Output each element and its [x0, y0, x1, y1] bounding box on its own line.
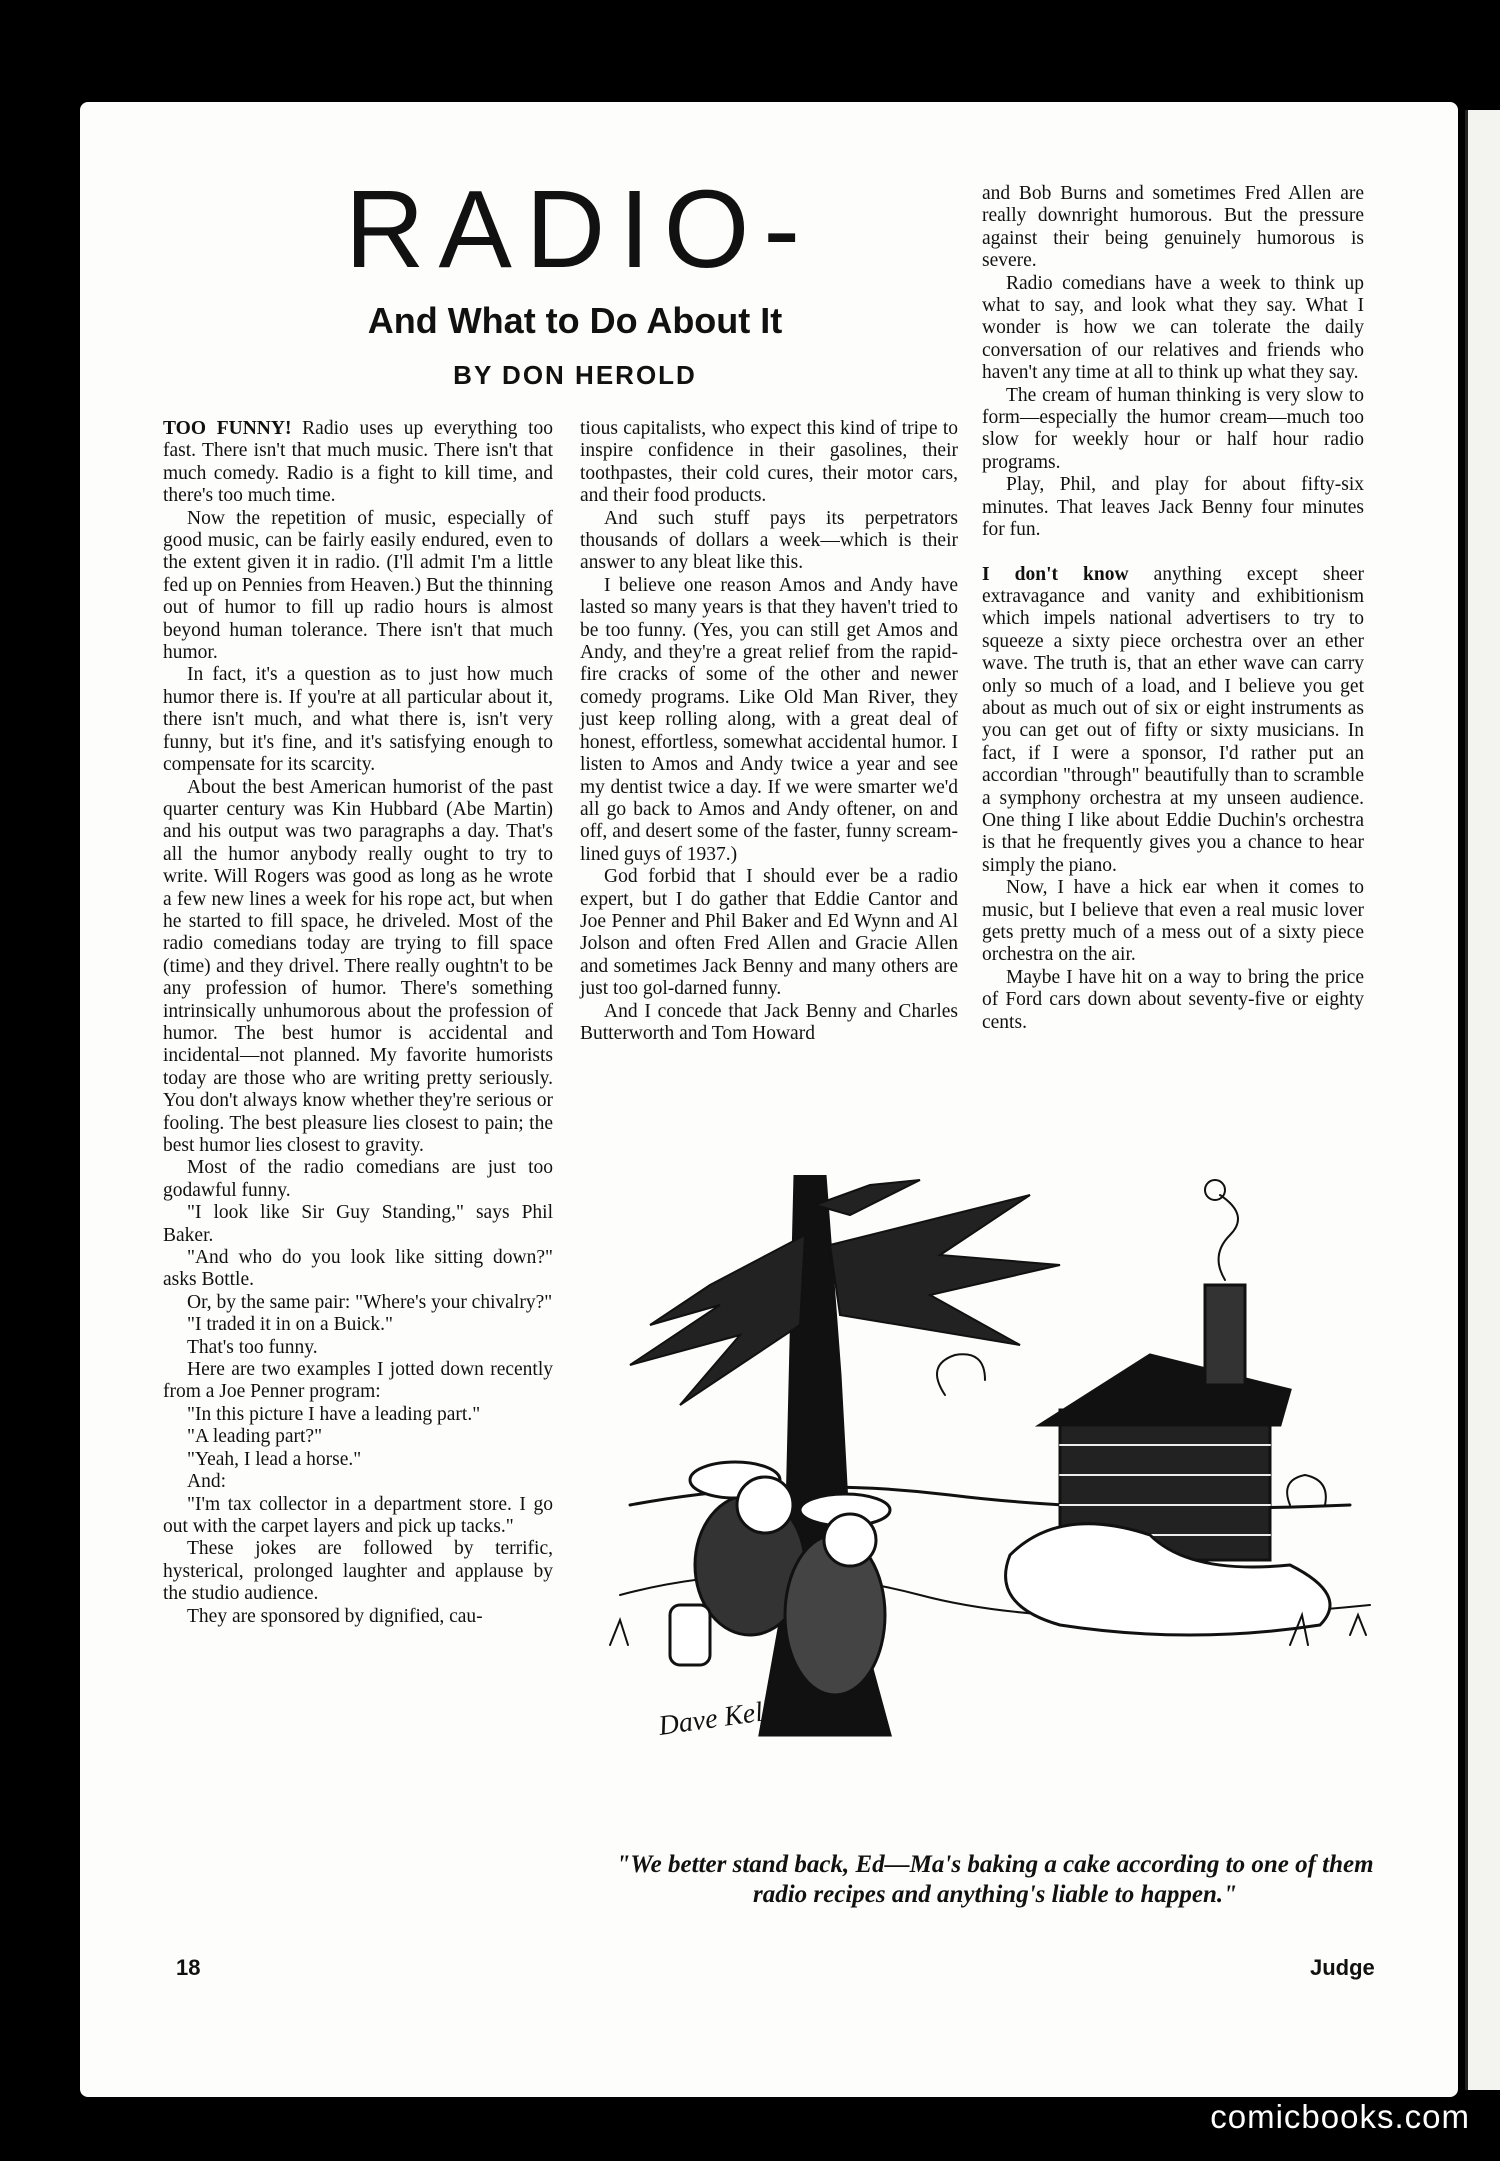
article-subtitle: And What to Do About It	[367, 300, 783, 341]
section-lead-in: I don't know	[982, 563, 1129, 585]
paragraph: "I traded it in on a Buick."	[187, 1314, 393, 1336]
cabin-chimney	[1205, 1285, 1245, 1385]
text-column-3	[982, 183, 1364, 1034]
paragraph: Most of the radio comedians are just too godawful funny.	[163, 1157, 553, 1201]
paragraph: In fact, it's a question as to just how much humor there is. If you're at all particular about it, there isn't much, and what there is, isn't very funny, but it's fine, and it's satisfying enough to compensate for its scarcity.	[163, 664, 553, 776]
text-column-2	[580, 418, 958, 1045]
paragraph: And such stuff pays its perpetrators thousands of dollars a week—which is their answer to any bleat like this.	[580, 507, 958, 574]
smoke-puff	[1205, 1180, 1225, 1200]
cartoon-caption: "We better stand back, Ed—Ma's baking a cake according to one of them radio recipes and anything's liable to happen."	[616, 1851, 1374, 1908]
tree-branch-upper	[815, 1180, 920, 1215]
paragraph: "I'm tax collector in a department store. I go out with the carpet layers and pick up tacks."	[163, 1493, 553, 1537]
paragraph: and Bob Burns and sometimes Fred Allen are really downright humorous. But the pressure against their being genuinely humorous is severe.	[982, 183, 1364, 272]
page-number: 18	[176, 1955, 201, 1980]
paragraph: That's too funny.	[187, 1336, 318, 1358]
paragraph: I believe one reason Amos and Andy have lasted so many years is that they haven't tried to be too funny. (Yes, you can still get Amos and Andy, and they're a great relief from the rapid-fire cracks of some of the other and newer comedy programs. Like Old Man River, they just keep rolling along, with a great deal of honest, effortless, somewhat accidental humor. I listen to Amos and Andy twice a year and see my dentist twice a day. If we were smarter we'd all go back to Amos and Andy oftener, on and off, and desert some of the faster, funny scream-lined guys of 1937.)	[580, 574, 958, 865]
magazine-name: Judge	[1310, 1955, 1375, 1980]
article-byline: BY DON HEROLD	[453, 360, 697, 390]
paragraph: Now the repetition of music, especially of good music, can be fairly easily endured, even to the extent given it in radio. (I'll admit I'm a little fed up on Pennies from Heaven.) But the thinning out of humor to fill up radio hours is almost beyond human tolerance. There isn't that much humor.	[163, 507, 553, 664]
text-column-1	[163, 418, 553, 1628]
steam-puff-right	[1287, 1475, 1326, 1505]
paragraph: And I concede that Jack Benny and Charles Butterworth and Tom Howard	[580, 1000, 958, 1044]
tree-branch-right	[830, 1195, 1060, 1345]
paragraph: Now, I have a hick ear when it comes to music, but I believe that even a real music lover gets pretty much of a mess out of a sixty piece orchestra on the air.	[982, 877, 1364, 966]
paragraph	[163, 418, 553, 508]
paragraph: God forbid that I should ever be a radio expert, but I do gather that Eddie Cantor and Joe Penner and Phil Baker and Ed Wynn and Al Jolson and often Fred Allen and Gracie Allen and sometimes Jack Benny and many others are just too gol-darned funny.	[580, 866, 958, 1000]
paragraph: And:	[187, 1471, 226, 1493]
artist-signature: Dave Keller	[656, 1692, 796, 1742]
paragraph: Play, Phil, and play for about fifty-six minutes. That leaves Jack Benny four minutes for fun.	[982, 474, 1364, 541]
paragraph: Here are two examples I jotted down recently from a Joe Penner program:	[163, 1359, 553, 1403]
cabin-roof	[1040, 1355, 1290, 1425]
cartoon-illustration	[590, 1175, 1400, 1840]
steam-puff-left	[937, 1354, 985, 1395]
paragraph-text: anything except sheer extravagance and vanity and exhibitionism which impels national advertisers to try to squeeze a sixty piece orchestra over an ether wave. The truth is, that an ether wave can carry only so much of a load, and I believe you get about as much out of six or eight instruments as you can get out of fifty or sixty musicians. In fact, if I were a sponsor, I'd rather put an accordian "through" beautifully than to scramble a symphony orchestra at my unseen audience. One thing I like about Eddie Duchin's orchestra is that he frequently gives you a chance to hear simply the piano.	[982, 563, 1365, 876]
paragraph: tious capitalists, who expect this kind of tripe to inspire confidence in their gasolines, their toothpastes, their cold cures, their motor cars, and their food products.	[580, 418, 958, 507]
paragraph: About the best American humorist of the past quarter century was Kin Hubbard (Abe Martin) and his output was two paragraphs a day. That's all the humor anybody really ought to try to write. Will Rogers was good as long as he wrote a few new lines a week for his rope act, but when he started to fill space, he driveled. Most of the radio comedians today are trying to fill space (time) and they drivel. There really oughtn't to be any profession of humor. There's something intrinsically unhumorous about the profession of humor. The best humor is accidental and incidental—not planned. My favorite humorists today are those who are writing pretty seriously. You don't always know whether they're serious or fooling. The best pleasure lies closest to pain; the best humor lies closest to gravity.	[163, 776, 553, 1156]
paragraph: Or, by the same pair: "Where's your chivalry?"	[187, 1291, 553, 1313]
paragraph-text: Radio uses up everything too fast. There isn't that much music. There isn't that much comedy. Radio is a fight to kill time, and there's too much time.	[163, 418, 554, 507]
man-left-head	[737, 1477, 793, 1533]
paragraph: They are sponsored by dignified, cau-	[187, 1605, 483, 1627]
paragraph	[982, 564, 1364, 878]
paragraph: Maybe I have hit on a way to bring the price of Ford cars down about seventy-five or eighty cents.	[982, 966, 1364, 1033]
paragraph: Radio comedians have a week to think up what to say, and look what they say. What I wonder is how we can tolerate the daily conversation of our relatives and friends who haven't any time at all to think up what they say.	[982, 272, 1364, 384]
paragraph: The cream of human thinking is very slow to form—especially the humor cream—much too slow for weekly hour or half hour radio programs.	[982, 384, 1364, 473]
man-right-head	[824, 1514, 876, 1566]
article-title: RADIO-	[345, 168, 814, 291]
paragraph: "In this picture I have a leading part."	[187, 1403, 481, 1425]
facing-page-edge	[1465, 110, 1500, 2090]
chimney-smoke	[1219, 1195, 1238, 1280]
tree-branch-left	[630, 1235, 805, 1405]
paragraph: "A leading part?"	[187, 1426, 323, 1448]
lead-in: TOO FUNNY!	[163, 418, 292, 439]
jug	[670, 1605, 710, 1665]
paragraph: These jokes are followed by terrific, hysterical, prolonged laughter and applause by the studio audience.	[163, 1538, 553, 1605]
site-watermark: comicbooks.com	[1210, 2098, 1470, 2135]
paragraph: "I look like Sir Guy Standing," says Phil Baker.	[163, 1202, 553, 1246]
paragraph: "Yeah, I lead a horse."	[187, 1448, 362, 1470]
paragraph: "And who do you look like sitting down?" asks Bottle.	[163, 1247, 553, 1291]
